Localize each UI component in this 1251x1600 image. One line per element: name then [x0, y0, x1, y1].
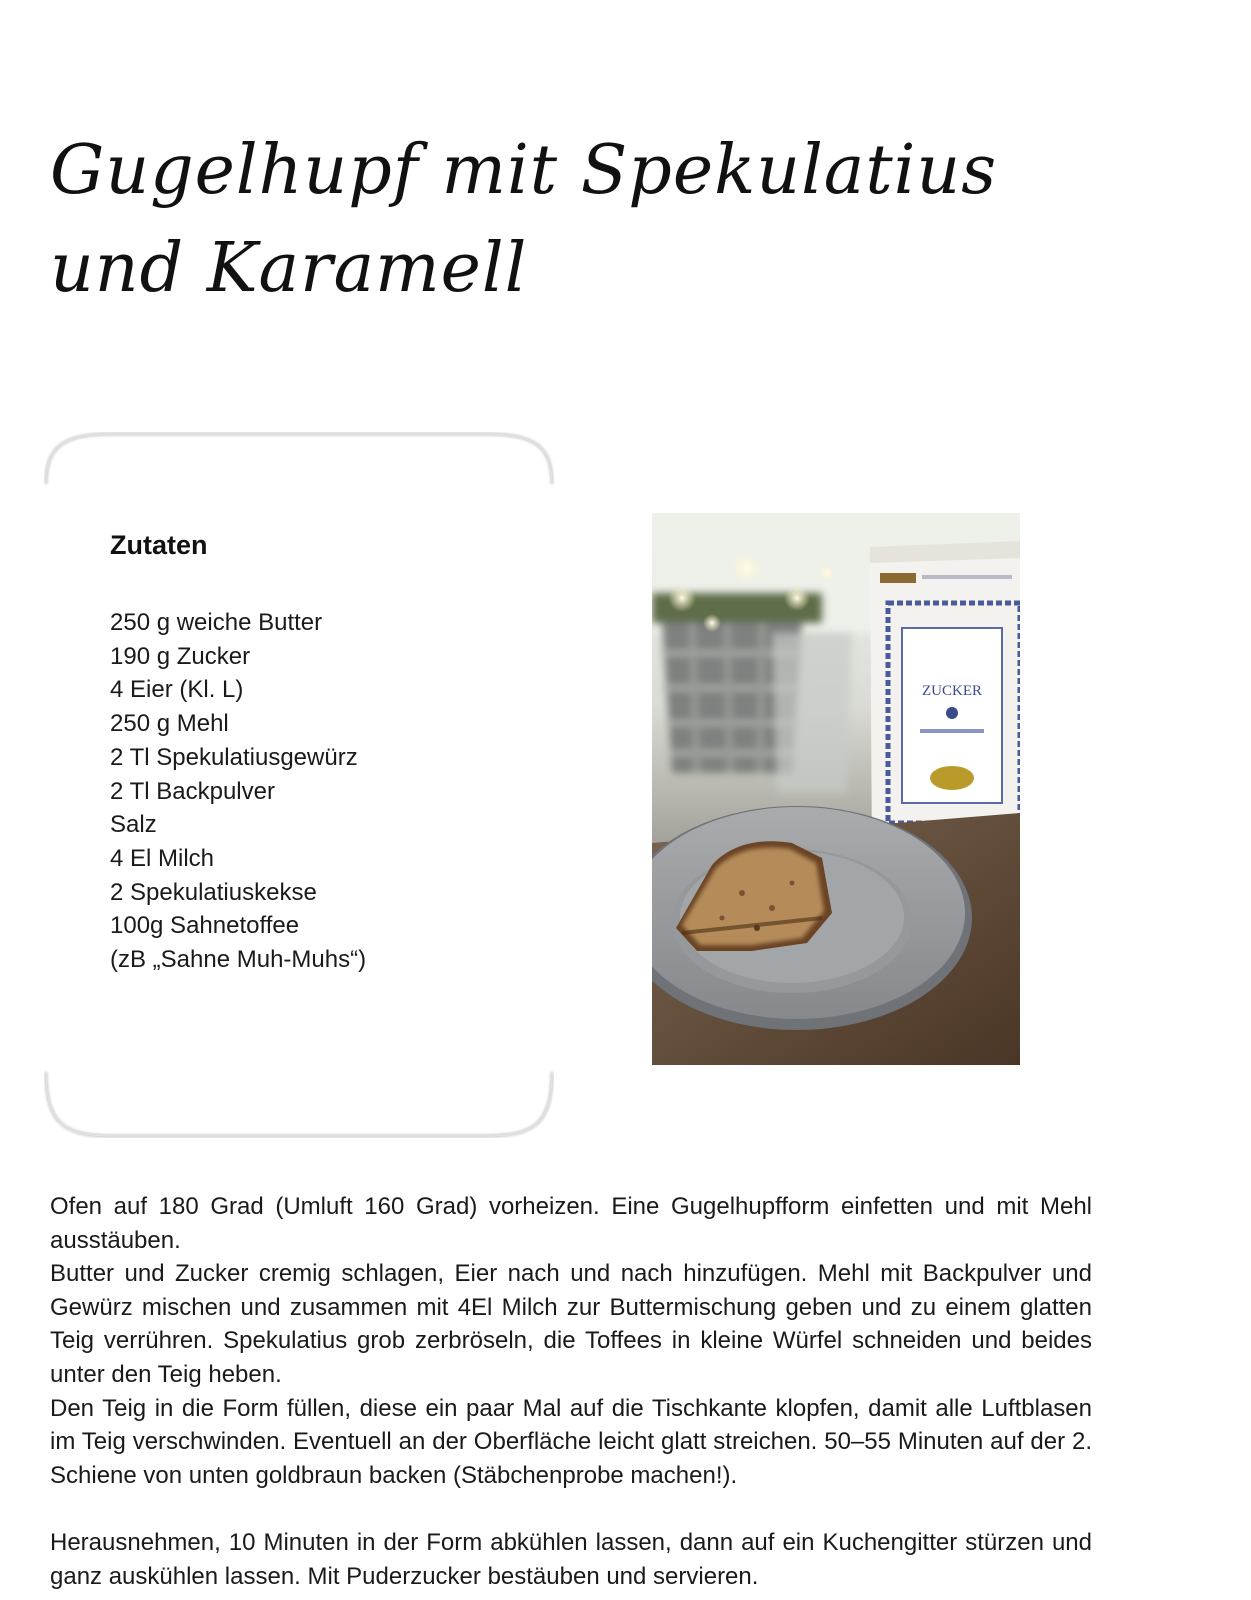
- ingredient-item: 4 El Milch: [110, 844, 215, 872]
- cake-photo: [652, 513, 1020, 1065]
- paragraph-gap: [50, 1492, 1092, 1526]
- ingredients-list: [110, 606, 366, 977]
- title-line-2: und Karamell: [50, 229, 528, 308]
- instruction-paragraph: Herausnehmen, 10 Minuten in der Form abkühlen lassen, dann auf ein Kuchengitter stürzen und ganz auskühlen lassen. Mit Puderzucker bestäuben und servieren.: [50, 1528, 1092, 1590]
- ingredient-item: Salz: [110, 811, 157, 839]
- instruction-paragraph: Den Teig in die Form füllen, diese ein paar Mal auf die Tischkante klopfen, damit alle Luftblasen im Teig verschwinden. Eventuell an der Oberfläche leicht glatt streichen. 50–55 Minuten auf der 2. Schiene von unten goldbraun backen (Stäbchenprobe machen!).: [50, 1394, 1092, 1489]
- instruction-paragraph: Ofen auf 180 Grad (Umluft 160 Grad) vorheizen. Eine Gugelhupfform einfetten und mit Mehl ausstäuben.: [50, 1193, 1092, 1254]
- ingredient-item: 250 g weiche Butter: [110, 609, 323, 636]
- package-label: ZUCKER: [922, 683, 982, 699]
- ingredient-item: 2 Tl Spekulatiusgewürz: [110, 743, 358, 771]
- ingredient-item: 4 Eier (Kl. L): [110, 676, 244, 704]
- ingredient-item: 2 Spekulatiuskekse: [110, 878, 317, 906]
- ingredient-item: 250 g Mehl: [110, 710, 229, 738]
- ingredients-heading: Zutaten: [110, 530, 208, 560]
- ingredient-item: (zB „Sahne Muh-Muhs“): [110, 946, 367, 974]
- title-line-1: Gugelhupf mit Spekulatius: [50, 131, 998, 210]
- instruction-paragraph: Butter und Zucker cremig schlagen, Eier nach und nach hinzufügen. Mehl mit Backpulver und Gewürz mischen und zusammen mit 4El Milch zur Buttermischung geben und zu einem glatten Teig verrühren. Spekulatius grob zerbröseln, die Toffees in kleine Würfel schneiden und beides unter den Teig heben.: [50, 1260, 1092, 1388]
- ingredient-item: 2 Tl Backpulver: [110, 777, 275, 805]
- cake-photo-image: [652, 513, 1020, 1065]
- ingredient-item: 190 g Zucker: [110, 642, 251, 670]
- ingredient-item: 100g Sahnetoffee: [110, 912, 300, 940]
- recipe-title: [50, 122, 1050, 318]
- instructions: [50, 1190, 1092, 1593]
